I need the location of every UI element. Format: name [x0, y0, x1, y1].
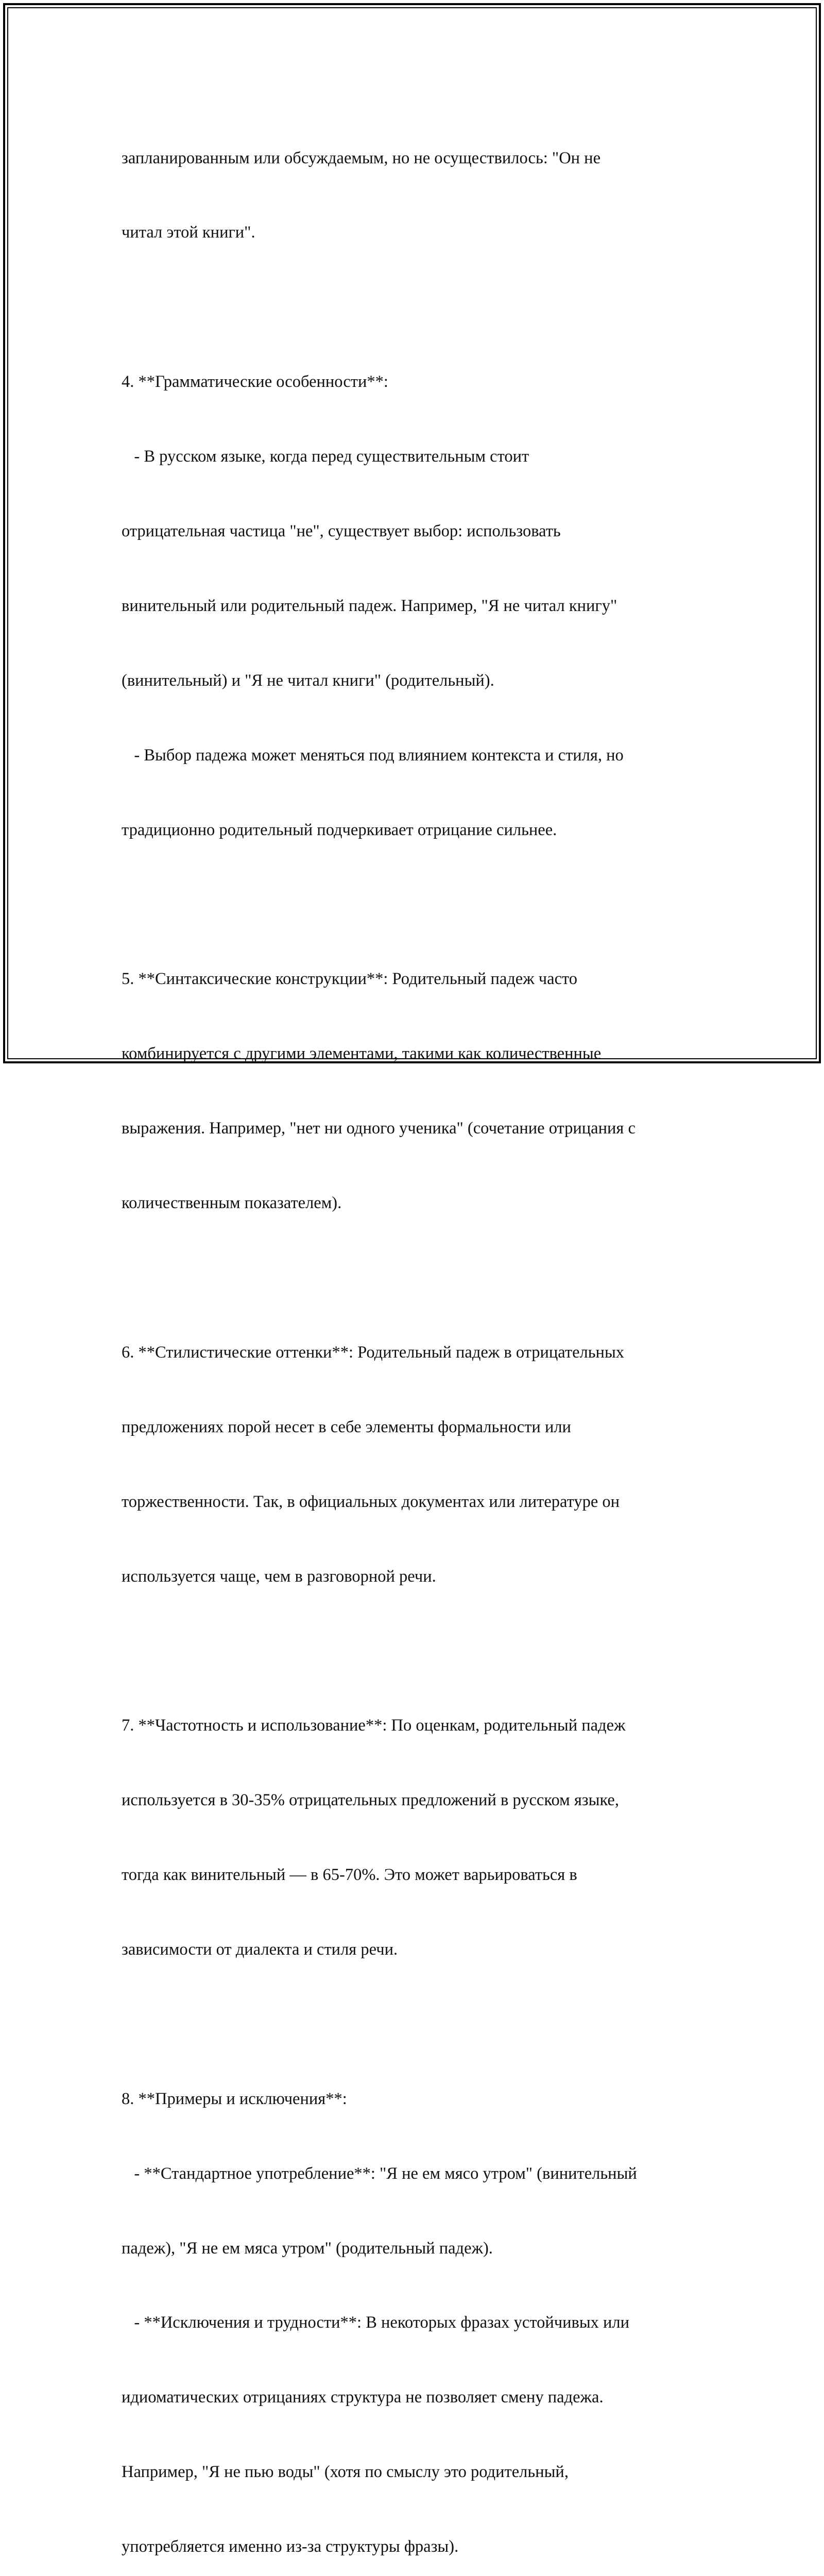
text-line: зависимости от диалекта и стиля речи.: [122, 1940, 398, 1959]
text-line: предложениях порой несет в себе элементы формальности или: [122, 1417, 571, 1436]
text-line: - Выбор падежа может меняться под влиянием контекста и стиля, но: [122, 745, 624, 765]
text-line: Например, "Я не пью воды" (хотя по смыслу это родительный,: [122, 2463, 569, 2482]
blank-line: [122, 1265, 719, 1290]
section-heading: 8. **Примеры и исключения**:: [122, 2089, 347, 2108]
document-body: [122, 96, 719, 2576]
section-heading: 5. **Синтаксические конструкции**: Родительный падеж часто: [122, 970, 578, 989]
section-heading: 7. **Частотность и использование**: По оценкам, родительный падеж: [122, 1716, 626, 1735]
text-line: отрицательная частица "не", существует выбор: использовать: [122, 522, 561, 541]
text-line: идиоматических отрицаниях структура не позволяет смену падежа.: [122, 2388, 604, 2407]
blank-line: [122, 295, 719, 319]
text-line: употребляется именно из-за структуры фразы).: [122, 2537, 459, 2556]
text-line: запланированным или обсуждаемым, но не осуществилось: "Он не: [122, 148, 600, 167]
text-line: винительный или родительный падеж. Например, "Я не читал книгу": [122, 596, 617, 615]
text-line: - **Стандартное употребление**: "Я не ем мясо утром" (винительный: [122, 2164, 637, 2183]
section-heading: 6. **Стилистические оттенки**: Родительный падеж в отрицательных: [122, 1343, 625, 1362]
text-line: падеж), "Я не ем мяса утром" (родительный падеж).: [122, 2239, 493, 2258]
text-line: используется в 30-35% отрицательных предложений в русском языке,: [122, 1791, 619, 1810]
text-line: используется чаще, чем в разговорной речи.: [122, 1567, 436, 1586]
text-line: традиционно родительный подчеркивает отрицание сильнее.: [122, 820, 557, 839]
text-line: тогда как винительный — в 65-70%. Это может варьироваться в: [122, 1866, 577, 1885]
text-line: - **Исключения и трудности**: В некоторых фразах устойчивых или: [122, 2313, 630, 2332]
text-line: - В русском языке, когда перед существительным стоит: [122, 447, 529, 466]
text-line: комбинируется с другими элементами, такими как количественные: [122, 1044, 602, 1063]
text-line: читал этой книги".: [122, 223, 255, 242]
text-line: (винительный) и "Я не читал книги" (родительный).: [122, 671, 494, 690]
text-line: торжественности. Так, в официальных документах или литературе он: [122, 1492, 620, 1511]
text-line: выражения. Например, "нет ни одного ученика" (сочетание отрицания с: [122, 1119, 636, 1138]
blank-line: [122, 2012, 719, 2037]
section-heading: 4. **Грамматические особенности**:: [122, 372, 388, 392]
blank-line: [122, 1638, 719, 1663]
text-line: количественным показателем).: [122, 1194, 342, 1213]
blank-line: [122, 892, 719, 917]
